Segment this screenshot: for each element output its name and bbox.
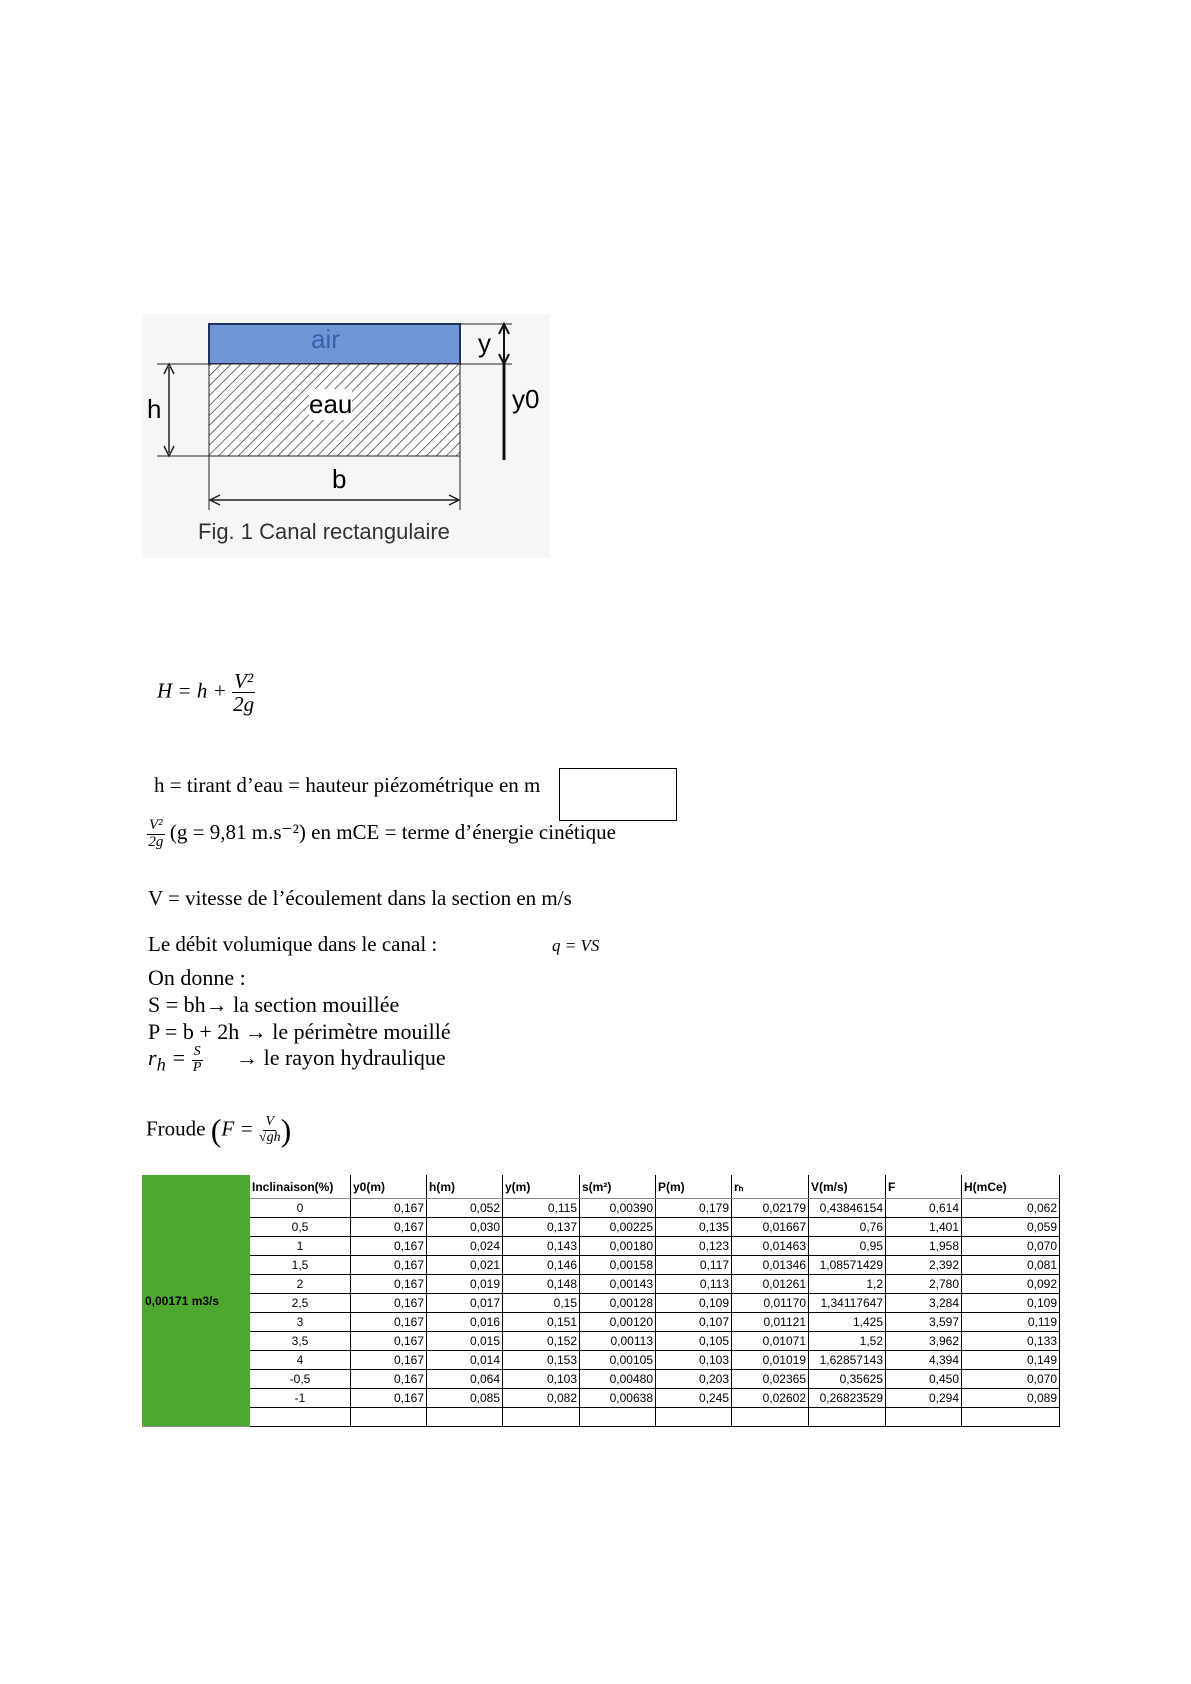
kinetic-definition — [147, 818, 616, 851]
table-cell: 0,614 — [886, 1199, 962, 1218]
table-cell: 0,01667 — [732, 1218, 809, 1237]
table-cell: 1,425 — [809, 1313, 886, 1332]
froude-den: √gh — [258, 1130, 281, 1145]
table-cell — [809, 1408, 886, 1427]
empty-box — [559, 768, 677, 821]
table-cell: 0,148 — [503, 1275, 580, 1294]
table-cell: 0,01071 — [732, 1332, 809, 1351]
table-cell: 0,167 — [351, 1237, 427, 1256]
air-label: air — [311, 324, 340, 354]
column-header: F — [886, 1175, 962, 1199]
table-cell: 0,00180 — [580, 1237, 656, 1256]
formula-num: V² — [234, 669, 254, 693]
table-row — [143, 1351, 1060, 1370]
rh-text: → le rayon hydraulique — [236, 1045, 446, 1071]
kinetic-text: (g = 9,81 m.s⁻²) en mCE = terme d’énergie cinétique — [169, 820, 616, 845]
table-cell: 0,135 — [656, 1218, 732, 1237]
table-cell — [732, 1408, 809, 1427]
table-row — [143, 1370, 1060, 1389]
table-cell: 0,167 — [351, 1351, 427, 1370]
table-cell: 4,394 — [886, 1351, 962, 1370]
table-cell: 0,179 — [656, 1199, 732, 1218]
table-cell: 1,5 — [250, 1256, 351, 1275]
table-cell: 0,02179 — [732, 1199, 809, 1218]
figure-caption: Fig. 1 Canal rectangulaire — [198, 519, 450, 544]
on-donne: On donne : — [148, 965, 246, 990]
table-cell: 0,01261 — [732, 1275, 809, 1294]
column-header: y0(m) — [351, 1175, 427, 1199]
table-cell: 0,26823529 — [809, 1389, 886, 1408]
table-cell: 0,01170 — [732, 1294, 809, 1313]
table-cell: 0,059 — [962, 1218, 1060, 1237]
table-row — [143, 1237, 1060, 1256]
table-cell: 1 — [250, 1237, 351, 1256]
table-cell: 0,117 — [656, 1256, 732, 1275]
v-definition: V = vitesse de l’écoulement dans la section en m/s — [148, 886, 572, 910]
table-cell: 2 — [250, 1275, 351, 1294]
table-cell: 0,092 — [962, 1275, 1060, 1294]
froude-line: Froude (F = $\frac{V}{√gh}$ ) — [146, 1112, 292, 1148]
p-definition: P = b + 2h → le périmètre mouillé — [148, 1019, 451, 1044]
table-cell: 0,294 — [886, 1389, 962, 1408]
y0-label: y0 — [512, 384, 540, 414]
column-header: Inclinaison(%) — [250, 1175, 351, 1199]
debit-line: Le débit volumique dans le canal : — [148, 932, 438, 956]
table-cell: 0,016 — [427, 1313, 503, 1332]
table-cell: 1,34117647 — [809, 1294, 886, 1313]
table-cell: 0,152 — [503, 1332, 580, 1351]
table-cell: 1,08571429 — [809, 1256, 886, 1275]
table-cell: 0,109 — [962, 1294, 1060, 1313]
table-cell: 0,115 — [503, 1199, 580, 1218]
table-cell: 0,119 — [962, 1313, 1060, 1332]
h-label: h — [147, 394, 162, 424]
table-cell: 0,15 — [503, 1294, 580, 1313]
table-cell: 3,284 — [886, 1294, 962, 1313]
table-row — [143, 1313, 1060, 1332]
table-cell: 0,00480 — [580, 1370, 656, 1389]
canal-figure — [142, 314, 550, 558]
table-cell: 0,143 — [503, 1237, 580, 1256]
table-cell: 0,02365 — [732, 1370, 809, 1389]
table-cell: 0,024 — [427, 1237, 503, 1256]
table-cell: 1,62857143 — [809, 1351, 886, 1370]
table-cell: 0,01346 — [732, 1256, 809, 1275]
rh-num: S — [193, 1044, 201, 1059]
table-cell: 0,105 — [656, 1332, 732, 1351]
table-cell: 0,133 — [962, 1332, 1060, 1351]
table-cell: 2,392 — [886, 1256, 962, 1275]
table-cell: 0,107 — [656, 1313, 732, 1332]
s-definition: S = bh→ la section mouillée — [148, 992, 400, 1017]
rh-definition: $r_h$ = $\frac{S}{P}$ → le rayon hydraulique — [148, 1044, 446, 1075]
table-cell: 1,2 — [809, 1275, 886, 1294]
table-cell: 0,00105 — [580, 1351, 656, 1370]
table-cell: 1,958 — [886, 1237, 962, 1256]
y-label: y — [478, 328, 491, 358]
table-cell: 0,167 — [351, 1256, 427, 1275]
column-header: y(m) — [503, 1175, 580, 1199]
column-header: s(m²) — [580, 1175, 656, 1199]
table-cell: 0,43846154 — [809, 1199, 886, 1218]
table-cell: 0,76 — [809, 1218, 886, 1237]
column-header: h(m) — [427, 1175, 503, 1199]
table-cell: 0,00113 — [580, 1332, 656, 1351]
table-cell: 0,089 — [962, 1389, 1060, 1408]
table-cell: 0,01019 — [732, 1351, 809, 1370]
table-cell: 0,203 — [656, 1370, 732, 1389]
formula-lhs: H = h + — [157, 678, 227, 703]
table-cell: 0,082 — [503, 1389, 580, 1408]
table-cell: 0,95 — [809, 1237, 886, 1256]
table-cell: 0,167 — [351, 1294, 427, 1313]
table-cell — [580, 1408, 656, 1427]
table-cell: 0,167 — [351, 1332, 427, 1351]
table-cell: 0,245 — [656, 1389, 732, 1408]
table-row — [143, 1256, 1060, 1275]
table-row — [143, 1389, 1060, 1408]
table-header-row — [143, 1175, 1060, 1199]
table-cell: 0,123 — [656, 1237, 732, 1256]
column-header: P(m) — [656, 1175, 732, 1199]
table-cell: 2,5 — [250, 1294, 351, 1313]
table-cell: 0,00143 — [580, 1275, 656, 1294]
table-cell: 0,014 — [427, 1351, 503, 1370]
table-row — [143, 1408, 1060, 1427]
table-cell: 0,081 — [962, 1256, 1060, 1275]
table-row — [143, 1332, 1060, 1351]
table-cell: 0,052 — [427, 1199, 503, 1218]
table-cell — [656, 1408, 732, 1427]
table-cell: 0,153 — [503, 1351, 580, 1370]
table-cell: 0,02602 — [732, 1389, 809, 1408]
table-cell: 3 — [250, 1313, 351, 1332]
table-cell — [250, 1408, 351, 1427]
table-cell: 2,780 — [886, 1275, 962, 1294]
table-row — [143, 1294, 1060, 1313]
table-cell: 0,00128 — [580, 1294, 656, 1313]
table-cell: 0,019 — [427, 1275, 503, 1294]
table-cell: 0 — [250, 1199, 351, 1218]
table-cell: 0,070 — [962, 1370, 1060, 1389]
table-cell — [886, 1408, 962, 1427]
kinetic-den: 2g — [148, 833, 164, 850]
froude-label: Froude — [146, 1116, 206, 1141]
table-cell: 0,00120 — [580, 1313, 656, 1332]
table-cell: 0,5 — [250, 1218, 351, 1237]
kinetic-num: V² — [149, 817, 163, 833]
energy-formula — [157, 670, 255, 715]
table-cell — [427, 1408, 503, 1427]
table-cell: 0,103 — [503, 1370, 580, 1389]
table-cell: 3,5 — [250, 1332, 351, 1351]
water-label: eau — [309, 389, 353, 419]
column-header: H(mCe) — [962, 1175, 1060, 1199]
debit-formula: q = VS — [552, 936, 600, 955]
table-cell — [351, 1408, 427, 1427]
column-header: rₕ — [732, 1175, 809, 1199]
table-cell: 0,062 — [962, 1199, 1060, 1218]
table-cell: -0,5 — [250, 1370, 351, 1389]
table-cell: 0,103 — [656, 1351, 732, 1370]
table-cell: 0,450 — [886, 1370, 962, 1389]
table-cell: 0,149 — [962, 1351, 1060, 1370]
table-cell: 0,167 — [351, 1313, 427, 1332]
table-cell — [503, 1408, 580, 1427]
table-cell: 0,167 — [351, 1370, 427, 1389]
table-cell: 0,01463 — [732, 1237, 809, 1256]
table-cell: 0,151 — [503, 1313, 580, 1332]
table-cell: 0,00638 — [580, 1389, 656, 1408]
froude-num: V — [265, 1114, 275, 1130]
table-cell: 0,030 — [427, 1218, 503, 1237]
table-cell: 0,00390 — [580, 1199, 656, 1218]
table-cell: 0,017 — [427, 1294, 503, 1313]
table-cell: 3,962 — [886, 1332, 962, 1351]
table-cell: 0,146 — [503, 1256, 580, 1275]
table-cell: 0,015 — [427, 1332, 503, 1351]
table-cell: 0,01121 — [732, 1313, 809, 1332]
table-cell: 0,167 — [351, 1275, 427, 1294]
table-cell: 0,167 — [351, 1218, 427, 1237]
table-cell: 0,070 — [962, 1237, 1060, 1256]
table-cell: 1,52 — [809, 1332, 886, 1351]
table-cell: 1,401 — [886, 1218, 962, 1237]
column-header: V(m/s) — [809, 1175, 886, 1199]
table-row — [143, 1275, 1060, 1294]
table-cell: 0,085 — [427, 1389, 503, 1408]
table-cell: 0,137 — [503, 1218, 580, 1237]
table-cell: 0,167 — [351, 1389, 427, 1408]
table-cell: 0,064 — [427, 1370, 503, 1389]
table-cell: 0,00225 — [580, 1218, 656, 1237]
rh-symbol: r — [148, 1045, 157, 1071]
formula-den: 2g — [233, 692, 255, 717]
table-cell: 0,35625 — [809, 1370, 886, 1389]
table-cell: 0,021 — [427, 1256, 503, 1275]
table-cell: 4 — [250, 1351, 351, 1370]
rh-den: P — [192, 1059, 202, 1075]
table-cell: 0,109 — [656, 1294, 732, 1313]
table-cell: 0,113 — [656, 1275, 732, 1294]
results-table — [142, 1175, 1060, 1427]
table-cell: -1 — [250, 1389, 351, 1408]
table-cell — [962, 1408, 1060, 1427]
froude-lhs: F = — [221, 1116, 254, 1141]
table-row — [143, 1199, 1060, 1218]
table-cell: 3,597 — [886, 1313, 962, 1332]
table-row — [143, 1218, 1060, 1237]
h-definition: h = tirant d’eau = hauteur piézométrique en m — [154, 773, 541, 797]
rh-sub: h — [156, 1054, 166, 1075]
b-label: b — [332, 464, 347, 494]
table-cell: 0,00158 — [580, 1256, 656, 1275]
flow-rate-cell: 0,00171 m3/s — [143, 1175, 250, 1427]
table-cell: 0,167 — [351, 1199, 427, 1218]
